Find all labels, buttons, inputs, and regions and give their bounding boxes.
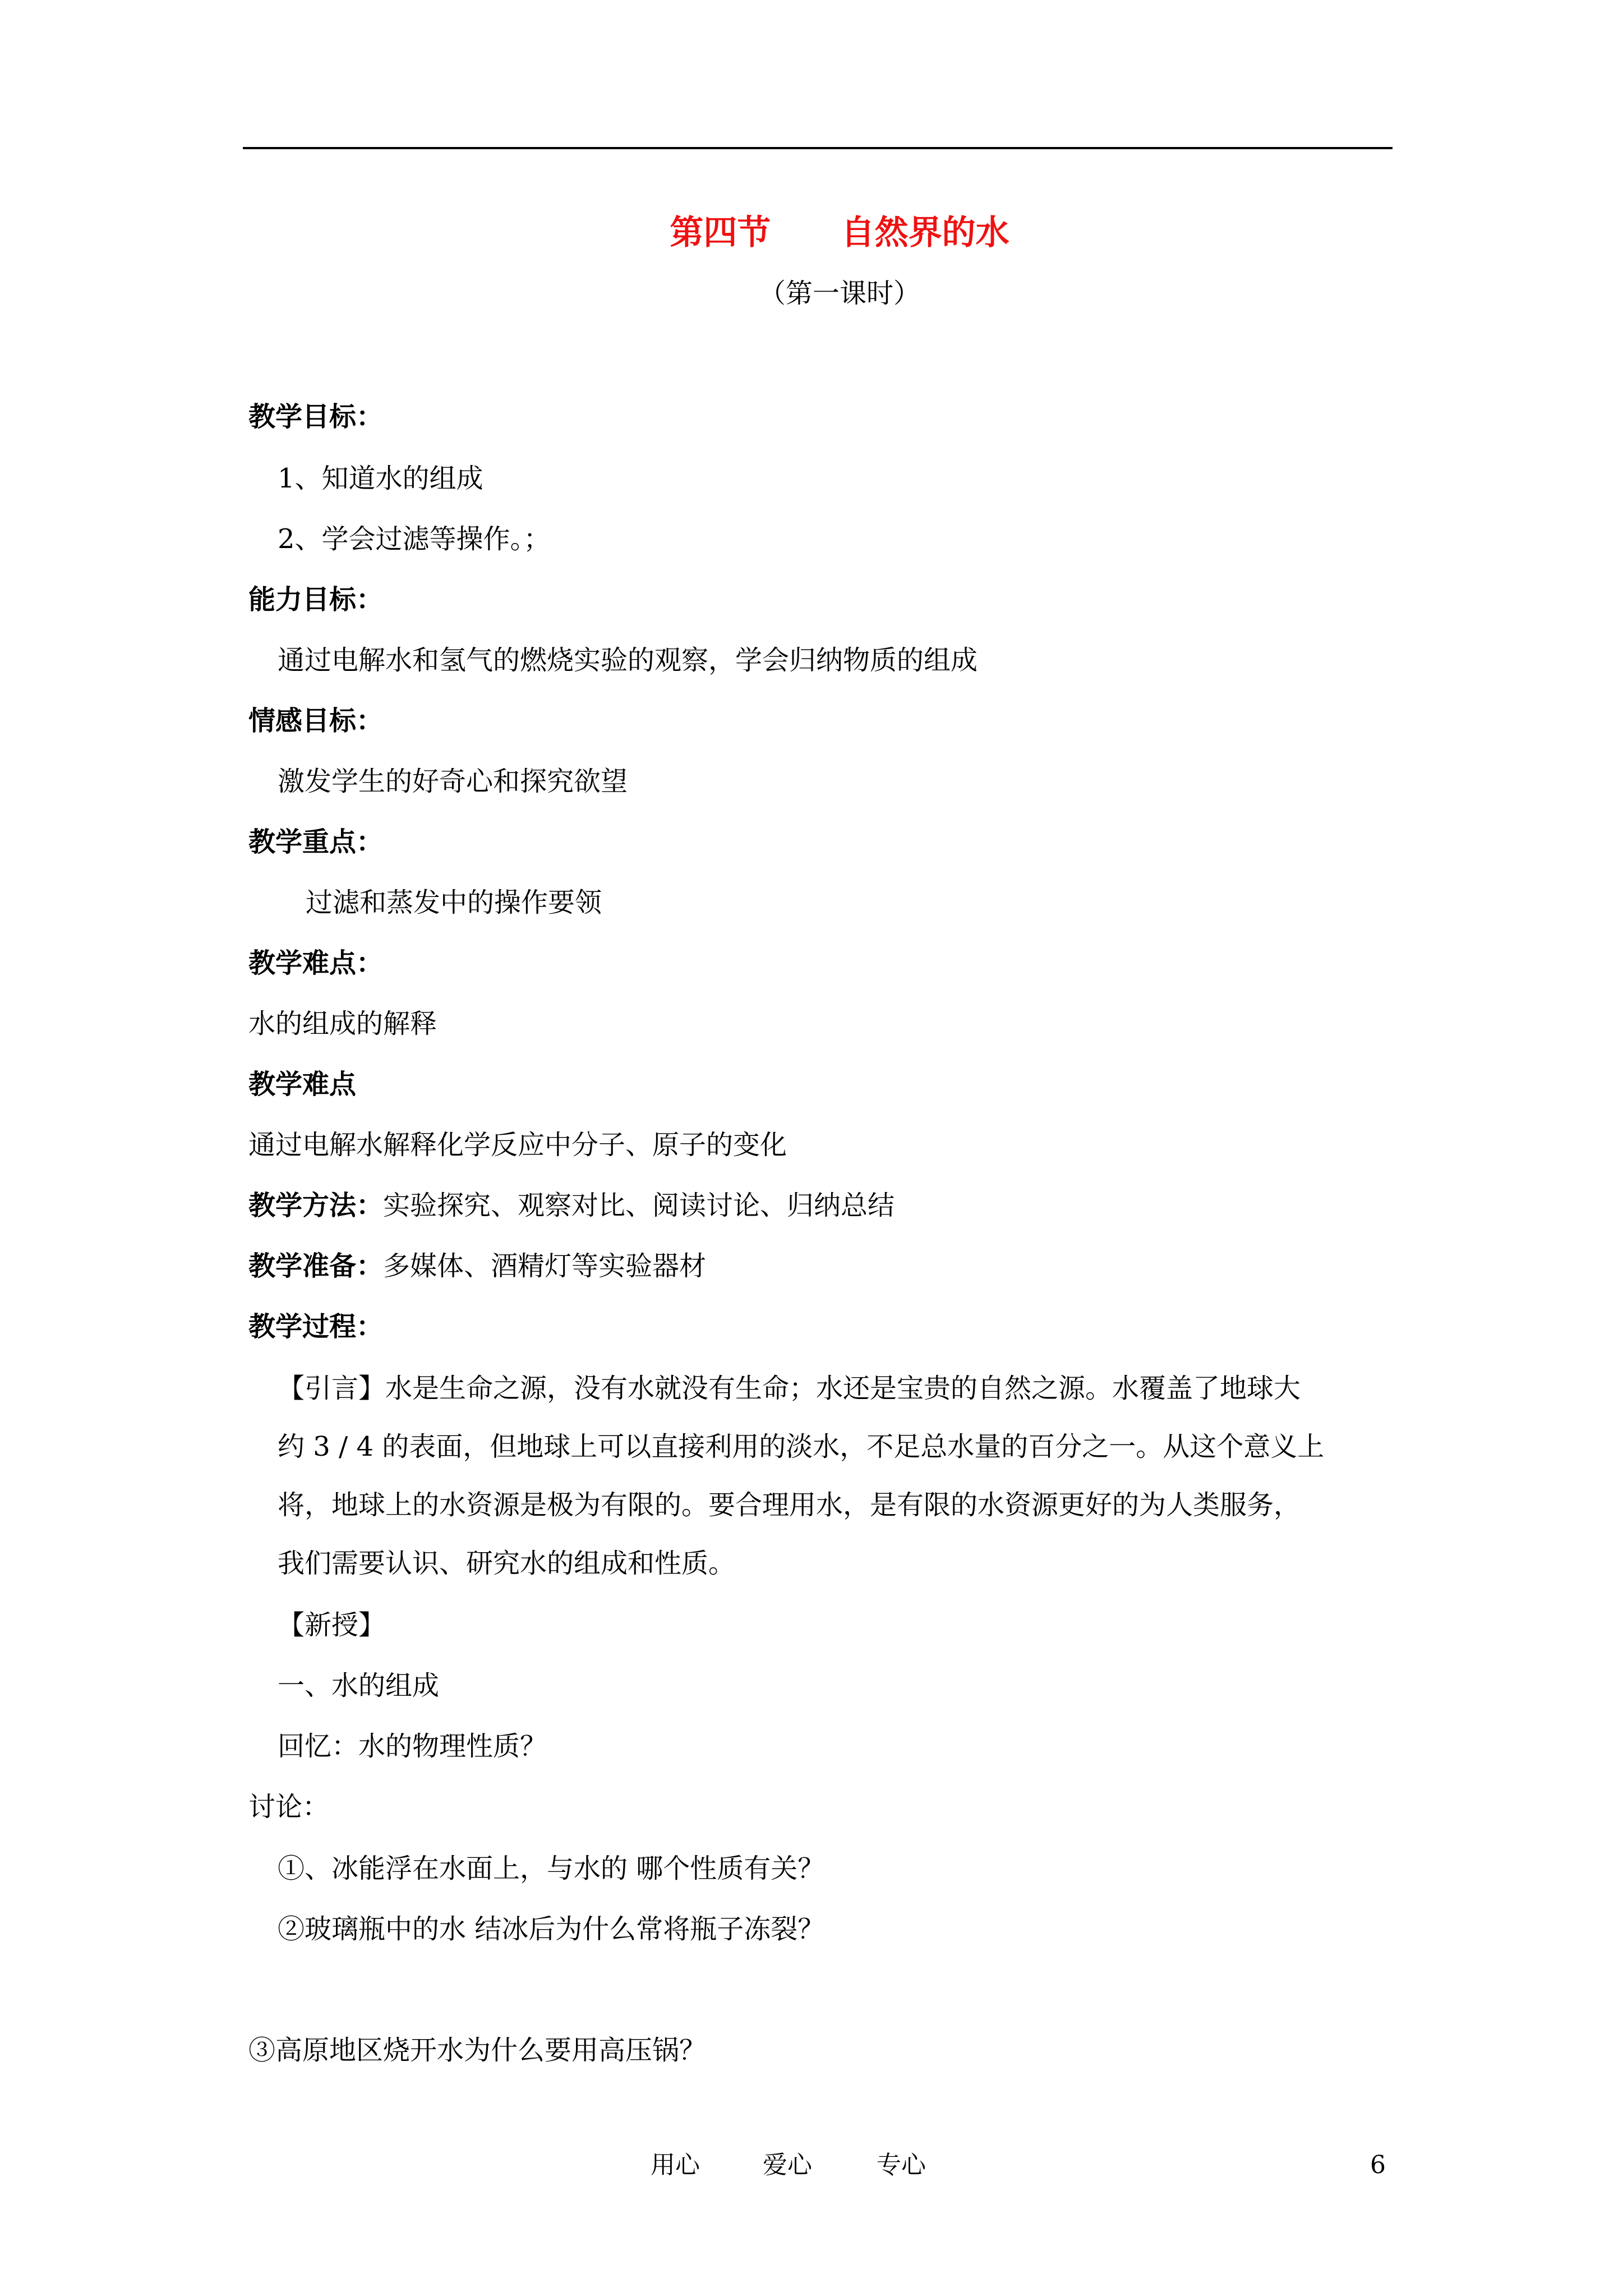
intro-line: 【引言】水是生命之源，没有水就没有生命；水还是宝贵的自然之源。水覆盖了地球大 — [278, 1373, 1301, 1404]
method-text: 实验探究、观察对比、阅读讨论、归纳总结 — [383, 1190, 895, 1221]
intro-line: 将，地球上的水资源是极为有限的。要合理用水，是有限的水资源更好的为人类服务， — [278, 1489, 1301, 1521]
intro-line: 约 3 / 4 的表面，但地球上可以直接利用的淡水，不足总水量的百分之一。从这个意义上 — [278, 1431, 1325, 1462]
process-label: 教学过程： — [248, 1311, 384, 1342]
recall-text: 回忆：水的物理性质？ — [278, 1731, 547, 1762]
method-row — [248, 1186, 895, 1225]
intro-line: 我们需要认识、研究水的组成和性质。 — [278, 1548, 736, 1579]
discuss-label: 讨论： — [248, 1791, 330, 1823]
goal-item: 2、学会过滤等操作。； — [278, 523, 551, 555]
emotion-label: 情感目标： — [248, 705, 384, 737]
ability-label: 能力目标： — [248, 584, 384, 615]
teaching-goal-label: 教学目标： — [248, 401, 384, 432]
ability-text: 通过电解水和氢气的燃烧实验的观察，学会归纳物质的组成 — [278, 645, 978, 676]
prep-label: 教学准备： — [248, 1250, 384, 1282]
question-item: ②玻璃瓶中的水 结冰后为什么常将瓶子冻裂？ — [278, 1913, 825, 1945]
page-number: 6 — [1370, 2151, 1386, 2179]
difficulty-label: 教学难点： — [248, 947, 384, 979]
page-subtitle: （第一课时） — [758, 278, 920, 309]
page-title: 第四节 自然界的水 — [670, 213, 1009, 252]
focus-text: 过滤和蒸发中的操作要领 — [306, 887, 602, 918]
emotion-text: 激发学生的好奇心和探究欲望 — [278, 766, 628, 797]
difficulty2-text: 通过电解水解释化学反应中分子、原子的变化 — [248, 1129, 787, 1161]
footer-word: 专心 — [877, 2151, 926, 2179]
difficulty-text: 水的组成的解释 — [248, 1008, 437, 1039]
goal-item: 1、知道水的组成 — [278, 463, 483, 494]
question-item: ①、冰能浮在水面上，与水的 哪个性质有关？ — [278, 1853, 825, 1884]
footer-word: 用心 — [651, 2151, 700, 2179]
new-lesson-heading: 一、水的组成 — [278, 1670, 440, 1701]
header-rule — [243, 147, 1393, 149]
prep-text: 多媒体、酒精灯等实验器材 — [383, 1250, 707, 1282]
focus-label: 教学重点： — [248, 826, 384, 858]
question-item: ③高原地区烧开水为什么要用高压锅？ — [248, 2035, 707, 2066]
prep-row — [248, 1246, 706, 1286]
difficulty2-label: 教学难点 — [248, 1069, 357, 1100]
method-label: 教学方法： — [248, 1190, 384, 1221]
new-lesson-label: 【新授】 — [278, 1609, 386, 1641]
footer-word: 爱心 — [763, 2151, 812, 2179]
